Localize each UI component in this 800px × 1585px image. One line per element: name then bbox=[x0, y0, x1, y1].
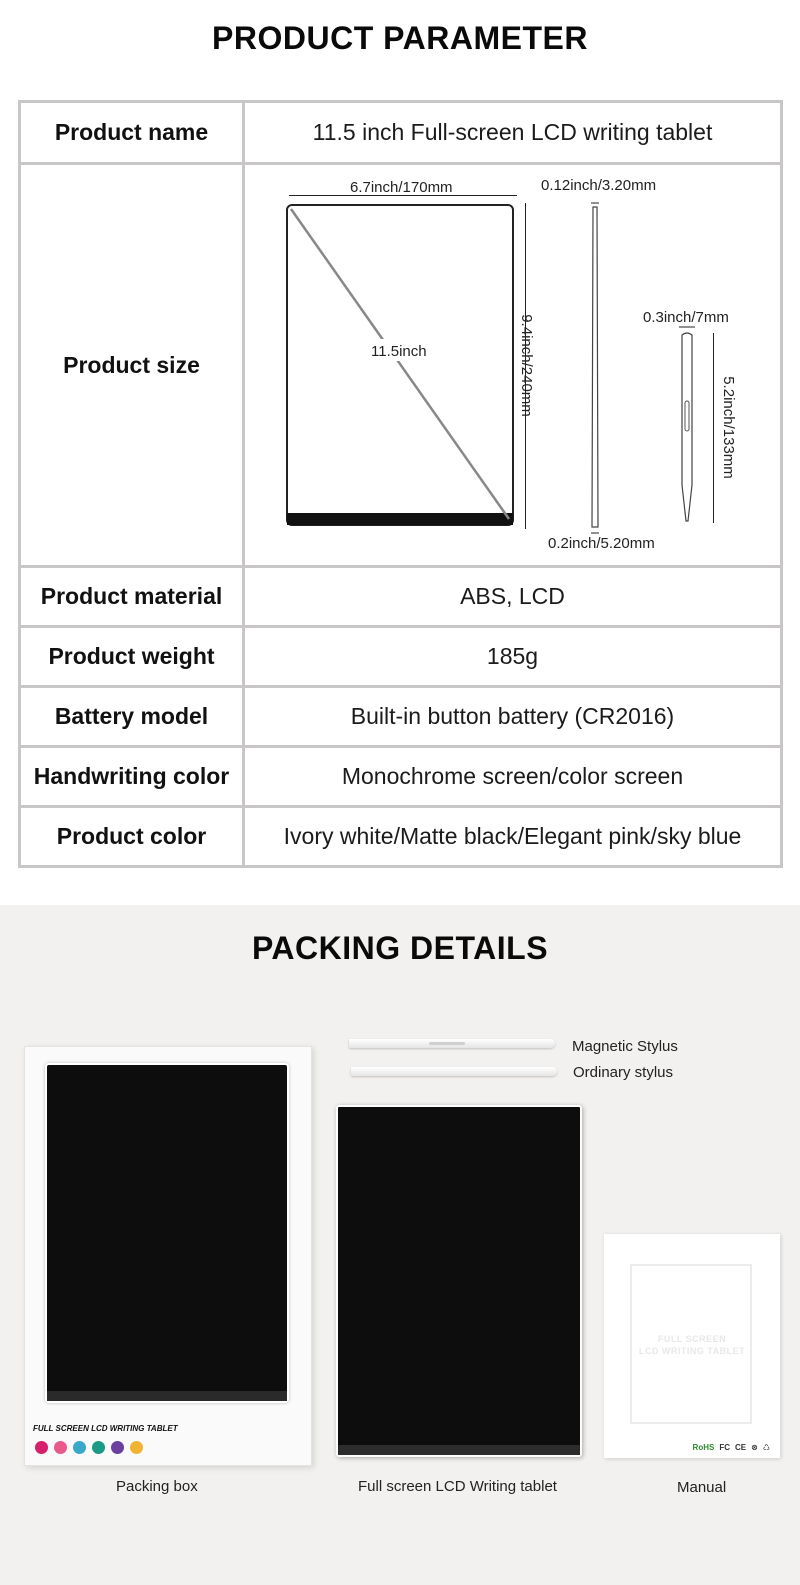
row-value: Monochrome screen/color screen bbox=[244, 747, 782, 807]
manual-caption: Manual bbox=[677, 1479, 727, 1496]
table-row bbox=[20, 687, 782, 747]
table-row bbox=[20, 747, 782, 807]
pen-width-label: 0.3inch/7mm bbox=[643, 309, 729, 326]
manual-image bbox=[604, 1234, 780, 1458]
width-label: 6.7inch/170mm bbox=[350, 179, 453, 196]
height-label: 9.4inch/240mm bbox=[517, 314, 535, 417]
table-row bbox=[20, 102, 782, 164]
rohs-mark: RoHS bbox=[692, 1443, 715, 1452]
box-screen bbox=[45, 1063, 289, 1403]
side-profile-drawing bbox=[587, 201, 603, 537]
size-diagram-cell bbox=[244, 164, 782, 567]
tablet-caption: Full screen LCD Writing tablet bbox=[358, 1478, 557, 1495]
row-value: 11.5 inch Full-screen LCD writing tablet bbox=[244, 102, 782, 164]
thickness-bottom-label: 0.2inch/5.20mm bbox=[548, 535, 655, 552]
packing-title: PACKING DETAILS bbox=[251, 930, 549, 966]
ce-mark: CE bbox=[735, 1443, 747, 1452]
manual-title-line2: LCD WRITING TABLET bbox=[638, 1346, 746, 1356]
packing-box-image bbox=[24, 1046, 312, 1466]
row-label: Battery model bbox=[20, 687, 244, 747]
parameter-title: PRODUCT PARAMETER bbox=[212, 20, 588, 56]
diagonal-label: 11.5inch bbox=[371, 343, 427, 360]
pen-length-dimension-line bbox=[713, 333, 714, 523]
ordinary-stylus-image bbox=[351, 1067, 557, 1076]
row-label: Product color bbox=[20, 807, 244, 867]
row-label: Handwriting color bbox=[20, 747, 244, 807]
manual-cert-marks bbox=[693, 1443, 770, 1452]
thickness-top-label: 0.12inch/3.20mm bbox=[541, 177, 657, 194]
row-value: 185g bbox=[244, 627, 782, 687]
box-app-icon bbox=[111, 1441, 124, 1454]
table-row bbox=[20, 807, 782, 867]
magnetic-stylus-image bbox=[349, 1039, 555, 1048]
box-icon-row bbox=[35, 1441, 143, 1454]
box-app-icon bbox=[92, 1441, 105, 1454]
box-app-icon bbox=[35, 1441, 48, 1454]
fc-mark: FC bbox=[719, 1443, 730, 1452]
row-value: ABS, LCD bbox=[244, 567, 782, 627]
row-label: Product name bbox=[20, 102, 244, 164]
pen-drawing bbox=[675, 325, 699, 525]
table-row bbox=[20, 164, 782, 567]
row-label: Product weight bbox=[20, 627, 244, 687]
table-row bbox=[20, 627, 782, 687]
packing-box-caption: Packing box bbox=[116, 1478, 198, 1495]
no-disposal-icon: ⊗ bbox=[751, 1443, 758, 1452]
box-app-icon bbox=[73, 1441, 86, 1454]
row-value: Built-in button battery (CR2016) bbox=[244, 687, 782, 747]
box-app-icon bbox=[130, 1441, 143, 1454]
box-app-icon bbox=[54, 1441, 67, 1454]
row-label: Product size bbox=[20, 164, 244, 567]
row-label: Product material bbox=[20, 567, 244, 627]
parameter-table bbox=[18, 100, 783, 868]
ordinary-stylus-label: Ordinary stylus bbox=[573, 1064, 674, 1081]
lcd-tablet-image bbox=[336, 1105, 582, 1457]
box-brand-text: FULL SCREEN LCD WRITING TABLET bbox=[33, 1424, 178, 1433]
row-value: Ivory white/Matte black/Elegant pink/sky blue bbox=[244, 807, 782, 867]
manual-title-line1: FULL SCREEN bbox=[657, 1334, 727, 1344]
recycle-icon: ♺ bbox=[762, 1443, 770, 1452]
table-row bbox=[20, 567, 782, 627]
magnetic-stylus-label: Magnetic Stylus bbox=[572, 1038, 678, 1055]
tablet-outline-drawing bbox=[285, 203, 517, 529]
pen-length-label: 5.2inch/133mm bbox=[719, 376, 737, 479]
